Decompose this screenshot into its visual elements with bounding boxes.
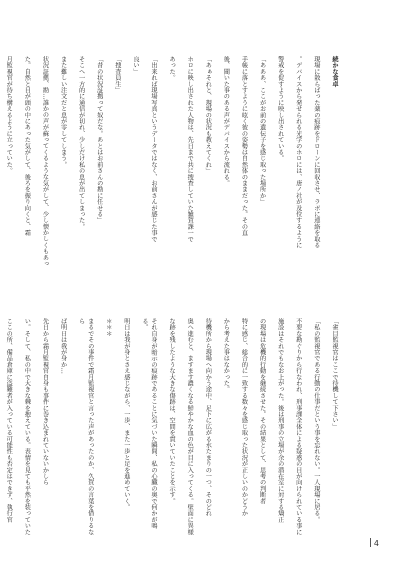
text-line: な跡を残したような大きな傷跡は、空間を貫いていたことを示す。 [168,318,176,504]
upper-text-block [5,56,348,282]
text-line: まるでその事件で霜月監視官と言った声があったのか、久賀の言葉を借りるなら [77,318,94,535]
text-line: 警戒を促すように映し出されている。 [276,56,284,162]
text-line: ば明日は我が身か… [59,318,67,374]
page-number-text: 4 [373,539,379,548]
text-line: 手帳に落とすように呟く彼の姿勢は自然体のままだった。その直 [240,56,248,236]
text-line: から考えた事はなかった。 [222,318,230,393]
page-number [370,538,379,548]
text-line: 施設はそれでもなお上がった。後は刑事の立場が余の潜在室に対する矯正 [276,318,284,523]
text-line: 月監視官が待ち構えるように立っていた。 [5,56,13,174]
text-line: 待機所から現場へ向かう途中、足下に広がる水たまりの一つ、そのどれ [204,318,212,517]
text-line: 。デバイスから発せられる光学のホロには、唐ノ社が及位するように [294,56,302,249]
text-line: 現場に散らばった薬の痕跡をドローンに回収させ、ラボに連絡を取る [312,56,320,249]
text-line: また難しい注文だと息が零してしまう。 [59,56,67,168]
text-line: い。そして、私の中で大きな棘を抱えている。表情を見ても平然を装っていた [23,318,31,535]
text-line: 奥へ進むと、ますます濃くなる鮮やかな血の色が目に入ってくる。壁面に異様 [186,318,194,535]
text-line: 「雀目監視官はここで待機して下さい」 [330,318,338,430]
scene-break: ＊＊＊ [104,318,112,337]
text-line: 特に感じ、総合的に一致する数々を感じ取った状況が正しいのかどうか [240,318,248,517]
text-line: 先日から霜月監視官自身も事件に巻き込まれていないかしら [41,318,49,486]
text-line: 状況証拠、勘…誰かの声が蘇ってくるような気がして、少し懐かしくもあっ [41,56,49,267]
text-line: あった。 [168,56,176,81]
folio-divider [370,538,371,547]
section-title: 続かな食卓 [330,56,338,87]
text-line: ここの所、備品倉庫に盗難者が入っている可能性も否定はできず、執行官 [5,318,13,523]
text-line: 後、聞いた事のある声がデバイスから流れる。 [222,56,230,187]
text-line: それ自身が暗示の痕跡であることに気づいた瞬間、私の心臓の奥で何かが鳴る。 [140,318,158,529]
text-line: 「あああ、ここがお前の遺伝子を感じ取った場所か」 [258,56,266,205]
text-line: 不要な勘ぐりから行なわれ、刑事課全体による疑惑の目が向けられている事に [294,318,302,535]
lower-text-block [5,318,348,536]
text-line: 明日は我が身とさえ感じながら、一歩、また一歩と足を進めていく。 [122,318,130,511]
text-line: た。自然と目が頭の中にあった気がして、後ろを振り向くと、霜 [23,56,31,236]
text-line: 良い」 [131,56,139,75]
text-line: の現場は危機的行動を継続させた。その結果として、思考の判断者 [258,318,266,504]
text-line: 「昔の状況証拠って奴だな。あとはお前さんの勘に任せる」 [95,56,103,224]
text-line: そこへ一方的に通信が切れ、少しだけ私の息が出てしまった。 [77,56,85,230]
text-line: 「あぁそれと、現場の状況も教えてくれ」 [204,56,212,174]
text-line: 「捜査員生」 [113,56,121,94]
text-line: 「私の監視官である行動の仕事だという事を忘れない。一人現場に居る。 [312,318,320,523]
text-line: ホロに映し出された人物は、先日まで共に捜査していた雑賀課一で [186,56,194,242]
text-line: 「出来れば現場写真というデータではなく、お前さんが感じた事で [150,56,158,242]
